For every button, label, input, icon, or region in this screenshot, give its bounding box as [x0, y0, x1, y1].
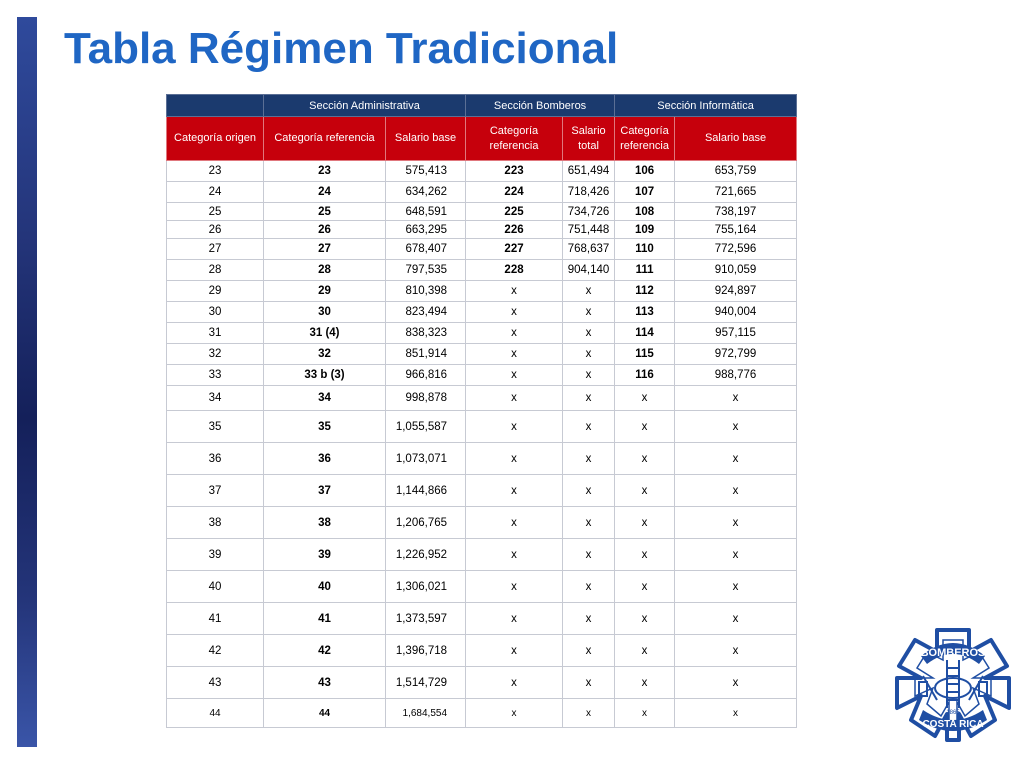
cell-bomb-salario: x — [563, 539, 615, 571]
cell-inf-cat: 116 — [615, 365, 675, 386]
cell-admin-cat: 33 b (3) — [264, 365, 386, 386]
cell-inf-cat: x — [615, 539, 675, 571]
cell-bomb-salario: x — [563, 635, 615, 667]
cell-bomb-cat: x — [466, 411, 563, 443]
cell-admin-cat: 35 — [264, 411, 386, 443]
cell-cat-origen: 35 — [167, 411, 264, 443]
cell-inf-cat: x — [615, 635, 675, 667]
cell-inf-cat: x — [615, 603, 675, 635]
cell-admin-salario: 648,591 — [386, 203, 466, 221]
cell-bomb-cat: x — [466, 475, 563, 507]
table-row — [167, 571, 797, 603]
cell-bomb-salario: x — [563, 365, 615, 386]
cell-cat-origen: 24 — [167, 182, 264, 203]
cell-cat-origen: 28 — [167, 260, 264, 281]
table-row — [167, 203, 797, 221]
table-row — [167, 475, 797, 507]
cell-cat-origen: 38 — [167, 507, 264, 539]
cell-bomb-salario: 751,448 — [563, 221, 615, 239]
table-row — [167, 635, 797, 667]
cell-bomb-cat: x — [466, 507, 563, 539]
cell-bomb-cat: x — [466, 344, 563, 365]
cell-bomb-salario: 734,726 — [563, 203, 615, 221]
cell-admin-cat: 26 — [264, 221, 386, 239]
cell-bomb-cat: x — [466, 603, 563, 635]
cell-admin-cat: 23 — [264, 161, 386, 182]
cell-bomb-cat: 224 — [466, 182, 563, 203]
cell-bomb-salario: x — [563, 386, 615, 411]
group-header-informatica: Sección Informática — [615, 95, 797, 117]
cell-bomb-salario: x — [563, 443, 615, 475]
cell-cat-origen: 36 — [167, 443, 264, 475]
cell-inf-salario: x — [675, 507, 797, 539]
cell-cat-origen: 29 — [167, 281, 264, 302]
cell-bomb-cat: x — [466, 635, 563, 667]
cell-admin-salario: 575,413 — [386, 161, 466, 182]
header-text-line: referencia — [489, 139, 539, 152]
cell-admin-cat: 29 — [264, 281, 386, 302]
cell-cat-origen: 34 — [167, 386, 264, 411]
cell-admin-salario: 663,295 — [386, 221, 466, 239]
cell-bomb-cat: x — [466, 365, 563, 386]
table-body — [167, 161, 797, 728]
table-row — [167, 667, 797, 699]
cell-cat-origen: 37 — [167, 475, 264, 507]
cell-bomb-salario: x — [563, 281, 615, 302]
cell-admin-salario: 1,396,718 — [386, 635, 466, 667]
cell-cat-origen: 44 — [167, 699, 264, 728]
header-text-line: referencia — [620, 139, 669, 152]
decorative-side-bar — [17, 17, 37, 747]
cell-inf-cat: 111 — [615, 260, 675, 281]
cell-cat-origen: 43 — [167, 667, 264, 699]
cell-inf-salario: x — [675, 411, 797, 443]
cell-bomb-cat: x — [466, 699, 563, 728]
cell-admin-cat: 34 — [264, 386, 386, 411]
cell-admin-salario: 634,262 — [386, 182, 466, 203]
cell-inf-cat: 112 — [615, 281, 675, 302]
cell-cat-origen: 30 — [167, 302, 264, 323]
table-row — [167, 344, 797, 365]
logo-year-text: 1865 — [946, 710, 960, 716]
cell-inf-salario: 653,759 — [675, 161, 797, 182]
cell-inf-salario: 738,197 — [675, 203, 797, 221]
cell-bomb-salario: 718,426 — [563, 182, 615, 203]
cell-bomb-cat: 228 — [466, 260, 563, 281]
cell-bomb-cat: x — [466, 386, 563, 411]
cell-admin-salario: 1,206,765 — [386, 507, 466, 539]
cell-inf-salario: x — [675, 635, 797, 667]
cell-bomb-cat: 226 — [466, 221, 563, 239]
table-row — [167, 365, 797, 386]
cell-inf-cat: 114 — [615, 323, 675, 344]
header-bomberos-categoria-referencia — [466, 117, 563, 161]
cell-bomb-salario: x — [563, 699, 615, 728]
cell-bomb-salario: x — [563, 603, 615, 635]
cell-bomb-salario: x — [563, 571, 615, 603]
cell-admin-cat: 41 — [264, 603, 386, 635]
column-header-row — [167, 117, 797, 161]
cell-inf-cat: x — [615, 699, 675, 728]
cell-inf-cat: x — [615, 571, 675, 603]
cell-bomb-salario: x — [563, 344, 615, 365]
cell-admin-salario: 966,816 — [386, 365, 466, 386]
table-row — [167, 323, 797, 344]
header-text-line: Salario — [571, 124, 606, 137]
header-text-line: total — [578, 139, 599, 152]
cell-inf-cat: 110 — [615, 239, 675, 260]
cell-admin-cat: 31 (4) — [264, 323, 386, 344]
cell-inf-cat: 115 — [615, 344, 675, 365]
table-row — [167, 260, 797, 281]
header-admin-salario-base: Salario base — [386, 117, 466, 161]
cell-inf-cat: 108 — [615, 203, 675, 221]
cell-cat-origen: 23 — [167, 161, 264, 182]
cell-bomb-salario: 904,140 — [563, 260, 615, 281]
group-header-blank — [167, 95, 264, 117]
cell-admin-salario: 1,226,952 — [386, 539, 466, 571]
cell-cat-origen: 32 — [167, 344, 264, 365]
cell-admin-salario: 838,323 — [386, 323, 466, 344]
cell-inf-cat: 106 — [615, 161, 675, 182]
section-group-row — [167, 95, 797, 117]
table-row — [167, 161, 797, 182]
header-informatica-categoria-referencia — [615, 117, 675, 161]
cell-admin-salario: 823,494 — [386, 302, 466, 323]
table-row — [167, 603, 797, 635]
header-text-line: Categoría — [489, 124, 539, 137]
cell-admin-cat: 32 — [264, 344, 386, 365]
cell-inf-salario: x — [675, 386, 797, 411]
cell-admin-salario: 1,144,866 — [386, 475, 466, 507]
cell-admin-salario: 1,514,729 — [386, 667, 466, 699]
cell-inf-salario: 972,799 — [675, 344, 797, 365]
cell-bomb-salario: x — [563, 507, 615, 539]
table-row — [167, 699, 797, 728]
cell-admin-salario: 810,398 — [386, 281, 466, 302]
cell-inf-cat: x — [615, 507, 675, 539]
cell-inf-cat: 113 — [615, 302, 675, 323]
cell-admin-salario: 1,373,597 — [386, 603, 466, 635]
cell-admin-cat: 43 — [264, 667, 386, 699]
cell-admin-cat: 30 — [264, 302, 386, 323]
cell-cat-origen: 26 — [167, 221, 264, 239]
cell-bomb-cat: x — [466, 302, 563, 323]
cell-admin-salario: 998,878 — [386, 386, 466, 411]
cell-admin-salario: 1,073,071 — [386, 443, 466, 475]
table-row — [167, 239, 797, 260]
header-bomberos-salario-total — [563, 117, 615, 161]
cell-inf-salario: 910,059 — [675, 260, 797, 281]
cell-admin-cat: 24 — [264, 182, 386, 203]
header-informatica-salario-base: Salario base — [675, 117, 797, 161]
group-header-administrativa: Sección Administrativa — [264, 95, 466, 117]
cell-inf-salario: 940,004 — [675, 302, 797, 323]
table-row — [167, 443, 797, 475]
cell-inf-salario: 721,665 — [675, 182, 797, 203]
cell-bomb-cat: 223 — [466, 161, 563, 182]
table-row — [167, 281, 797, 302]
table-row — [167, 507, 797, 539]
cell-inf-salario: x — [675, 603, 797, 635]
cell-bomb-salario: x — [563, 411, 615, 443]
cell-admin-cat: 44 — [264, 699, 386, 728]
logo-top-text: BOMBEROS — [920, 647, 986, 659]
cell-cat-origen: 27 — [167, 239, 264, 260]
cell-bomb-cat: x — [466, 667, 563, 699]
cell-bomb-salario: x — [563, 302, 615, 323]
cell-inf-cat: 107 — [615, 182, 675, 203]
cell-cat-origen: 40 — [167, 571, 264, 603]
cell-inf-salario: 957,115 — [675, 323, 797, 344]
cell-admin-cat: 40 — [264, 571, 386, 603]
cell-admin-salario: 797,535 — [386, 260, 466, 281]
cell-bomb-cat: x — [466, 323, 563, 344]
cell-cat-origen: 33 — [167, 365, 264, 386]
salary-table — [166, 94, 797, 728]
header-admin-categoria-referencia: Categoría referencia — [264, 117, 386, 161]
table-row — [167, 539, 797, 571]
cell-bomb-cat: x — [466, 539, 563, 571]
cell-inf-salario: x — [675, 667, 797, 699]
cell-inf-salario: x — [675, 443, 797, 475]
cell-inf-salario: 755,164 — [675, 221, 797, 239]
cell-inf-salario: 772,596 — [675, 239, 797, 260]
table-row — [167, 386, 797, 411]
cell-admin-salario: 1,055,587 — [386, 411, 466, 443]
cell-bomb-cat: 225 — [466, 203, 563, 221]
cell-inf-cat: x — [615, 443, 675, 475]
cell-admin-cat: 36 — [264, 443, 386, 475]
cell-cat-origen: 39 — [167, 539, 264, 571]
cell-admin-cat: 27 — [264, 239, 386, 260]
page-title: Tabla Régimen Tradicional — [64, 24, 619, 73]
cell-bomb-salario: x — [563, 323, 615, 344]
cell-inf-salario: x — [675, 699, 797, 728]
cell-bomb-salario: x — [563, 667, 615, 699]
cell-admin-salario: 851,914 — [386, 344, 466, 365]
cell-admin-salario: 1,306,021 — [386, 571, 466, 603]
table-row — [167, 302, 797, 323]
cell-admin-cat: 39 — [264, 539, 386, 571]
cell-bomb-cat: x — [466, 443, 563, 475]
cell-inf-salario: x — [675, 539, 797, 571]
cell-admin-cat: 38 — [264, 507, 386, 539]
cell-inf-cat: 109 — [615, 221, 675, 239]
cell-admin-cat: 37 — [264, 475, 386, 507]
cell-inf-salario: x — [675, 571, 797, 603]
cell-inf-salario: x — [675, 475, 797, 507]
cell-bomb-cat: x — [466, 571, 563, 603]
cell-inf-cat: x — [615, 386, 675, 411]
cell-bomb-salario: 768,637 — [563, 239, 615, 260]
cell-admin-cat: 42 — [264, 635, 386, 667]
cell-cat-origen: 41 — [167, 603, 264, 635]
cell-inf-cat: x — [615, 475, 675, 507]
cell-cat-origen: 31 — [167, 323, 264, 344]
cell-bomb-salario: 651,494 — [563, 161, 615, 182]
cell-bomb-cat: 227 — [466, 239, 563, 260]
table-row — [167, 221, 797, 239]
cell-cat-origen: 42 — [167, 635, 264, 667]
cell-inf-cat: x — [615, 411, 675, 443]
cell-bomb-salario: x — [563, 475, 615, 507]
group-header-bomberos: Sección Bomberos — [466, 95, 615, 117]
cell-admin-salario: 1,684,554 — [386, 699, 466, 728]
cell-bomb-cat: x — [466, 281, 563, 302]
cell-inf-salario: 924,897 — [675, 281, 797, 302]
cell-admin-cat: 28 — [264, 260, 386, 281]
cell-inf-cat: x — [615, 667, 675, 699]
logo-bottom-text: COSTA RICA — [922, 719, 984, 730]
cell-cat-origen: 25 — [167, 203, 264, 221]
cell-admin-cat: 25 — [264, 203, 386, 221]
table-row — [167, 411, 797, 443]
cell-inf-salario: 988,776 — [675, 365, 797, 386]
cell-admin-salario: 678,407 — [386, 239, 466, 260]
bomberos-costa-rica-logo — [893, 626, 1013, 744]
header-text-line: Categoría — [620, 124, 669, 137]
header-categoria-origen: Categoría origen — [167, 117, 264, 161]
table-row — [167, 182, 797, 203]
